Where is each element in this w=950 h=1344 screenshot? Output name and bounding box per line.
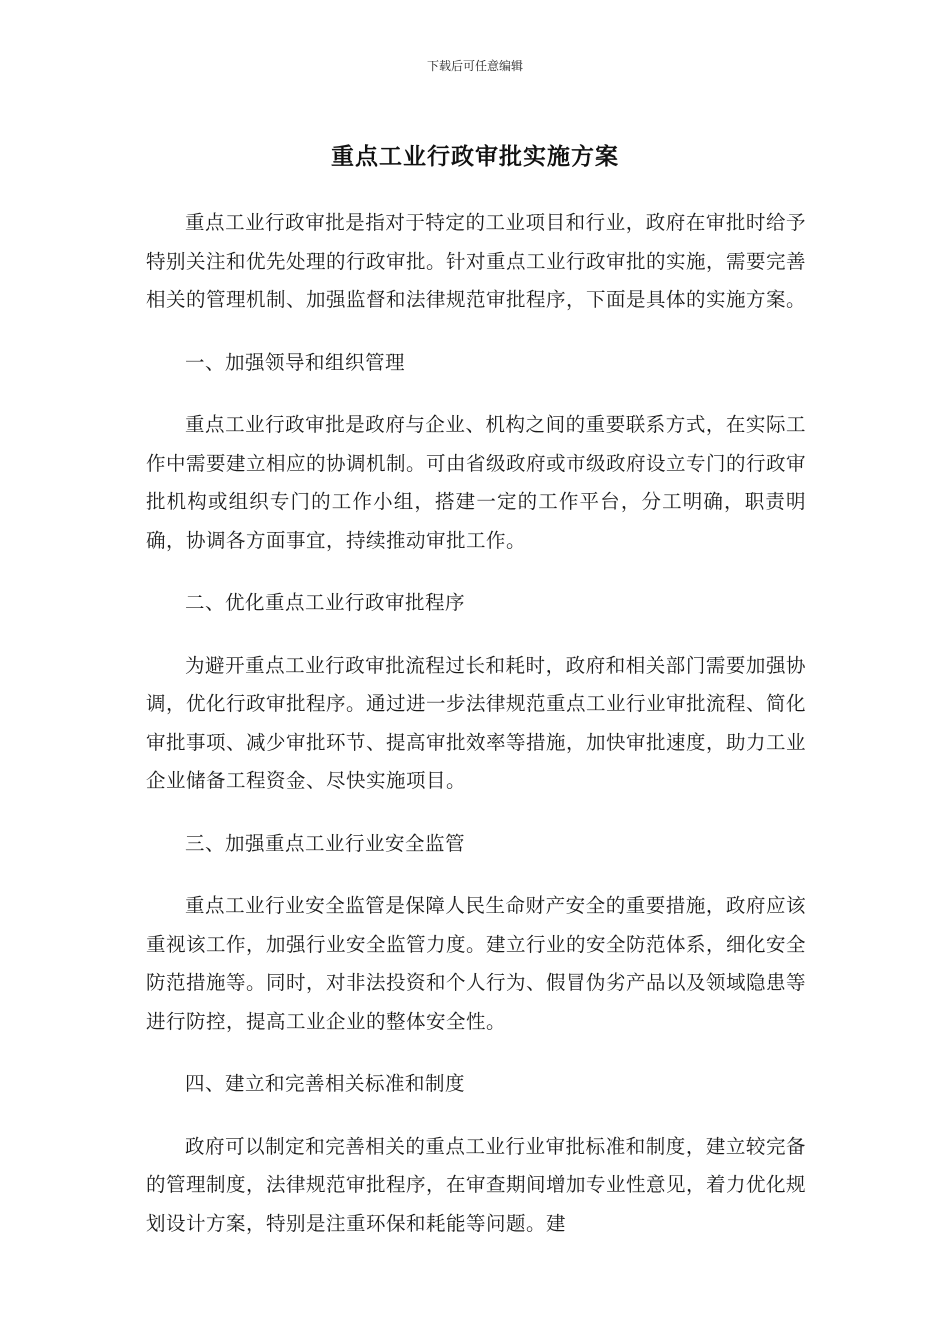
section-heading-2: 二、优化重点工业行政审批程序 xyxy=(185,591,466,614)
section-paragraph-2: 为避开重点工业行政审批流程过长和耗时，政府和相关部门需要加强协调，优化行政审批程序。通过进一步法律规范重点工业行业审批流程、简化审批事项、减少审批环节、提高审批效率等措施，加快审批速度，助力工业企业储备工程资金、尽快实施项目。 xyxy=(146,653,807,792)
intro-paragraph: 重点工业行政审批是指对于特定的工业项目和行业，政府在审批时给予特别关注和优先处理的行政审批。针对重点工业行政审批的实施，需要完善相关的管理机制、加强监督和法律规范审批程序，下面是具体的实施方案。 xyxy=(146,211,807,311)
header-note: 下载后可任意编辑 xyxy=(426,59,523,73)
section-heading-4: 四、建立和完善相关标准和制度 xyxy=(185,1072,466,1095)
section-heading-1: 一、加强领导和组织管理 xyxy=(185,350,406,374)
section-paragraph-3: 重点工业行业安全监管是保障人民生命财产安全的重要措施，政府应该重视该工作，加强行业安全监管力度。建立行业的安全防范体系，细化安全防范措施等。同时，对非法投资和个人行为、假冒伪劣产品以及领域隐患等进行防控，提高工业企业的整体安全性。 xyxy=(146,894,807,1033)
section-heading-3: 三、加强重点工业行业安全监管 xyxy=(185,831,466,855)
document-body xyxy=(146,204,806,1267)
section-paragraph-1: 重点工业行政审批是政府与企业、机构之间的重要联系方式，在实际工作中需要建立相应的协调机制。可由省级政府或市级政府设立专门的行政审批机构或组织专门的工作小组，搭建一定的工作平台，分工明确，职责明确，协调各方面事宜，持续推动审批工作。 xyxy=(146,413,807,552)
document-title: 重点工业行政审批实施方案 xyxy=(331,144,619,170)
section-paragraph-4: 政府可以制定和完善相关的重点工业行业审批标准和制度，建立较完备的管理制度，法律规范审批程序，在审查期间增加专业性意见，着力优化规划设计方案，特别是注重环保和耗能等问题。建 xyxy=(146,1134,807,1235)
